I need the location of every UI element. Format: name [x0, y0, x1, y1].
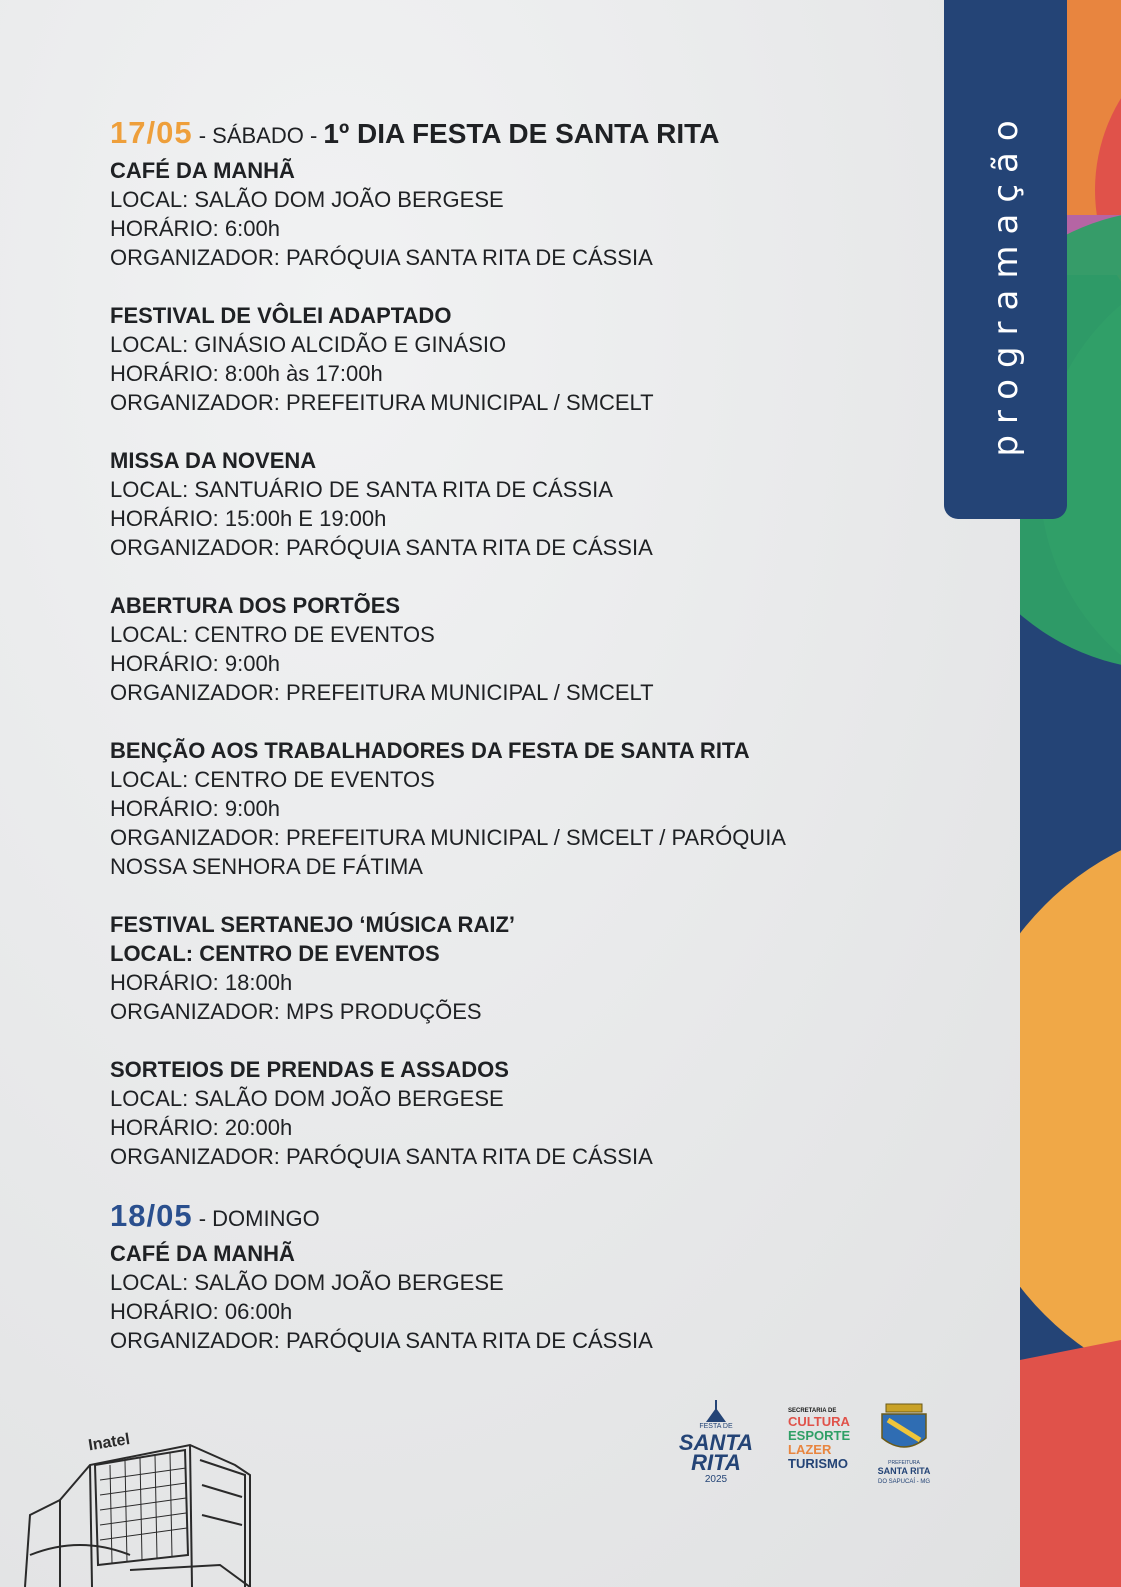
event-title: CAFÉ DA MANHÃ: [110, 1241, 295, 1266]
heading-separator: -: [192, 1206, 213, 1231]
event-local: LOCAL: CENTRO DE EVENTOS: [110, 767, 435, 792]
event-item: [110, 1055, 930, 1171]
event-horario: HORÁRIO: 15:00h E 19:00h: [110, 506, 387, 531]
event-title: CAFÉ DA MANHÃ: [110, 158, 295, 183]
building-sign: Inatel: [87, 1430, 132, 1455]
event-title: ABERTURA DOS PORTÕES: [110, 593, 401, 618]
day-heading: [110, 117, 930, 148]
event-organizador-continued: NOSSA SENHORA DE FÁTIMA: [110, 854, 423, 879]
event-organizador: ORGANIZADOR: PREFEITURA MUNICIPAL / SMCELT / PARÓQUIA: [110, 825, 786, 850]
event-title: MISSA DA NOVENA: [110, 448, 317, 473]
logo-festa-santa: SANTA: [678, 1430, 754, 1455]
event-title: FESTIVAL DE VÔLEI ADAPTADO: [110, 303, 452, 328]
event-horario: HORÁRIO: 20:00h: [110, 1115, 293, 1140]
schedule-content: [110, 117, 930, 1384]
programacao-tab-label: programação: [986, 109, 1026, 457]
logo-secretaria-esporte: ESPORTE: [788, 1428, 851, 1443]
event-horario: HORÁRIO: 8:00h às 17:00h: [110, 361, 383, 386]
event-item: [110, 736, 930, 881]
event-item: [110, 156, 930, 272]
event-title: SORTEIOS DE PRENDAS E ASSADOS: [110, 1057, 509, 1082]
event-organizador: ORGANIZADOR: PARÓQUIA SANTA RITA DE CÁSSIA: [110, 245, 653, 270]
day-section: [110, 117, 930, 1171]
logo-festa-rita: RITA: [691, 1450, 741, 1475]
event-organizador: ORGANIZADOR: PREFEITURA MUNICIPAL / SMCELT: [110, 390, 654, 415]
secretaria-logo: [788, 1408, 850, 1471]
event-horario: HORÁRIO: 6:00h: [110, 216, 280, 241]
event-item: [110, 910, 930, 1026]
logo-prefeitura-line3: DO SAPUCAÍ - MG: [877, 1479, 931, 1485]
event-horario: HORÁRIO: 9:00h: [110, 796, 280, 821]
logo-secretaria-cultura: CULTURA: [788, 1414, 850, 1429]
event-local: LOCAL: CENTRO DE EVENTOS: [110, 941, 440, 966]
logo-festa-top: FESTA DE: [699, 1423, 733, 1430]
heading-separator: -: [303, 123, 324, 148]
event-organizador: ORGANIZADOR: PREFEITURA MUNICIPAL / SMCELT: [110, 680, 654, 705]
prefeitura-logo: [878, 1404, 931, 1485]
event-item: [110, 1239, 930, 1355]
event-organizador: ORGANIZADOR: PARÓQUIA SANTA RITA DE CÁSSIA: [110, 1328, 653, 1353]
day-weekday: DOMINGO: [212, 1206, 320, 1231]
day-date: 17/05: [110, 115, 193, 150]
event-local: LOCAL: SALÃO DOM JOÃO BERGESE: [110, 1086, 504, 1111]
event-local: LOCAL: SANTUÁRIO DE SANTA RITA DE CÁSSIA: [110, 477, 613, 502]
building-illustration: [20, 1405, 270, 1587]
day-title: 1º DIA FESTA DE SANTA RITA: [323, 118, 720, 149]
day-section: [110, 1200, 930, 1355]
logo-prefeitura-line2: SANTA RITA: [877, 1466, 931, 1476]
day-date: 18/05: [110, 1198, 193, 1233]
event-organizador: ORGANIZADOR: MPS PRODUÇÕES: [110, 999, 482, 1024]
event-organizador: ORGANIZADOR: PARÓQUIA SANTA RITA DE CÁSSIA: [110, 535, 653, 560]
event-local: LOCAL: SALÃO DOM JOÃO BERGESE: [110, 187, 504, 212]
event-horario: HORÁRIO: 06:00h: [110, 1299, 293, 1324]
event-item: [110, 446, 930, 562]
logo-prefeitura-line1: PREFEITURA: [888, 1460, 920, 1466]
event-item: [110, 591, 930, 707]
event-title: BENÇÃO AOS TRABALHADORES DA FESTA DE SANTA RITA: [110, 738, 750, 763]
event-item: [110, 301, 930, 417]
logo-festa-year: 2025: [704, 1474, 728, 1485]
festa-santa-rita-logo: [679, 1400, 753, 1485]
event-title: FESTIVAL SERTANEJO ‘MÚSICA RAIZ’: [110, 912, 515, 937]
event-horario: HORÁRIO: 18:00h: [110, 970, 293, 995]
day-heading: [110, 1200, 930, 1231]
day-weekday: SÁBADO: [212, 123, 304, 148]
event-local: LOCAL: GINÁSIO ALCIDÃO E GINÁSIO: [110, 332, 507, 357]
event-local: LOCAL: CENTRO DE EVENTOS: [110, 622, 435, 647]
event-horario: HORÁRIO: 9:00h: [110, 651, 280, 676]
logo-secretaria-lazer: LAZER: [788, 1442, 832, 1457]
sponsor-logos: [672, 1400, 962, 1500]
event-organizador: ORGANIZADOR: PARÓQUIA SANTA RITA DE CÁSSIA: [110, 1144, 653, 1169]
logo-secretaria-turismo: TURISMO: [788, 1456, 848, 1471]
logo-secretaria-line1: SECRETARIA DE: [788, 1408, 837, 1414]
heading-separator: -: [192, 123, 213, 148]
event-local: LOCAL: SALÃO DOM JOÃO BERGESE: [110, 1270, 504, 1295]
